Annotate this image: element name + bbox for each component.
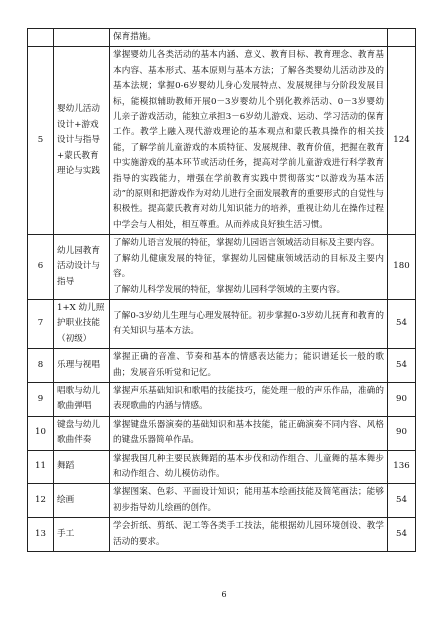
hours-cell — [388, 29, 416, 47]
course-name-cell: 绘画 — [54, 484, 110, 518]
hours-cell: 54 — [388, 518, 416, 552]
hours-cell: 54 — [388, 299, 416, 348]
table-row — [28, 450, 416, 484]
course-description-cell: 了解0-3岁幼儿生理与心理发展特征。初步掌握0-3岁幼儿抚育和教育的有关知识与基本方法。 — [110, 299, 388, 348]
row-number-cell: 13 — [28, 518, 54, 552]
row-number-cell: 10 — [28, 416, 54, 450]
hours-cell: 54 — [388, 484, 416, 518]
description-line: 了解幼儿健康发展的特征，掌握幼儿园健康领域活动的目标及主要内容。 — [113, 253, 384, 280]
course-description-cell: 掌握我国几种主要民族舞蹈的基本步伐和动作组合、儿童舞的基本舞步和动作组合、幼儿模仿动作。 — [110, 450, 388, 484]
course-description-cell: 掌握图案、色彩、平面设计知识；能用基本绘画技能及简笔画法；能够初步指导幼儿绘画的创作。 — [110, 484, 388, 518]
course-name-cell: 键盘与幼儿歌曲伴奏 — [54, 416, 110, 450]
row-number-cell: 5 — [28, 47, 54, 235]
hours-cell: 180 — [388, 235, 416, 300]
table-row — [28, 235, 416, 300]
course-description-cell: 掌握婴幼儿各类活动的基本内涵、意义、教育目标、教育理念、教育基本内容、基本形式、基本原则与基本方法；了解各类婴幼儿活动涉及的基本法规；掌握0-6岁婴幼儿身心发展特点、发展规律与分阶段发展目标，能模拟辅助教师开展0－3岁婴幼儿个别化教养活动、0－3岁婴幼儿亲子游戏活动，能独立承担3－6岁幼儿游戏、运动、学习活动的保育工作。教学上融入现代游戏理论的基本观点和蒙氏教具操作的相关技能，了解学前儿童游戏的本质特征、发展规律、教育价值，把握在教育中实施游戏的基本环节或活动任务，提高对学前儿童游戏进行科学教育指导的实践能力，增强在学前教育实践中贯彻落实“以游戏为基本活动”的原则和把游戏作为对幼儿进行全面发展教育的重要形式的自觉性与积极性。提高蒙氏教育对幼儿知识能力的培养，重视让幼儿在操作过程中学会与人相处，相互尊重。从而养成良好独生活习惯。 — [110, 47, 388, 235]
course-description-cell: 学会折纸、剪纸、泥工等各类手工技法，能根据幼儿园环境创设、教学活动的要求。 — [110, 518, 388, 552]
row-number-cell: 6 — [28, 235, 54, 300]
row-number-cell: 7 — [28, 299, 54, 348]
course-description-cell: 掌握声乐基础知识和歌唱的技能技巧，能处理一般的声乐作品，准确的表现歌曲的内涵与情感。 — [110, 382, 388, 416]
course-description-cell — [110, 235, 388, 300]
hours-cell: 136 — [388, 450, 416, 484]
course-description-cell: 掌握正确的音准、节奏和基本的情感表达能力；能识谱延长一般的歌曲；发展音乐听觉和记忆。 — [110, 349, 388, 383]
curriculum-table — [27, 28, 416, 552]
hours-cell: 90 — [388, 416, 416, 450]
course-name-cell: 舞蹈 — [54, 450, 110, 484]
course-name-cell — [54, 29, 110, 47]
table-row — [28, 349, 416, 383]
table-row — [28, 299, 416, 348]
table-row — [28, 416, 416, 450]
course-description-cell: 掌握键盘乐器演奏的基础知识和基本技能，能正确演奏不同内容、风格的键盘乐器简单作品。 — [110, 416, 388, 450]
hours-cell: 90 — [388, 382, 416, 416]
course-name-cell: 婴幼儿活动设计+游戏设计与指导+蒙氏教育理论与实践 — [54, 47, 110, 235]
table-row — [28, 518, 416, 552]
table-row — [28, 484, 416, 518]
continuation-text-cell: 保育措施。 — [110, 29, 388, 47]
hours-cell: 124 — [388, 47, 416, 235]
description-line: 了解幼儿语言发展的特征，掌握幼儿园语言领域活动目标及主要内容。 — [113, 238, 380, 249]
description-line: 了解幼儿科学发展的特征，掌握幼儿园科学领域的主要内容。 — [113, 284, 346, 295]
course-name-cell: 手工 — [54, 518, 110, 552]
row-number-cell — [28, 29, 54, 47]
table-row — [28, 382, 416, 416]
hours-cell: 54 — [388, 349, 416, 383]
row-number-cell: 12 — [28, 484, 54, 518]
table-row — [28, 47, 416, 235]
course-name-cell: 唱歌与幼儿歌曲弹唱 — [54, 382, 110, 416]
table-row — [28, 29, 416, 47]
course-name-cell: 幼儿园教育活动设计与指导 — [54, 235, 110, 300]
row-number-cell: 11 — [28, 450, 54, 484]
row-number-cell: 8 — [28, 349, 54, 383]
row-number-cell: 9 — [28, 382, 54, 416]
page-number: 6 — [221, 590, 227, 599]
course-name-cell: 1+X 幼儿照护职业技能（初级） — [54, 299, 110, 348]
course-name-cell: 乐理与视唱 — [54, 349, 110, 383]
